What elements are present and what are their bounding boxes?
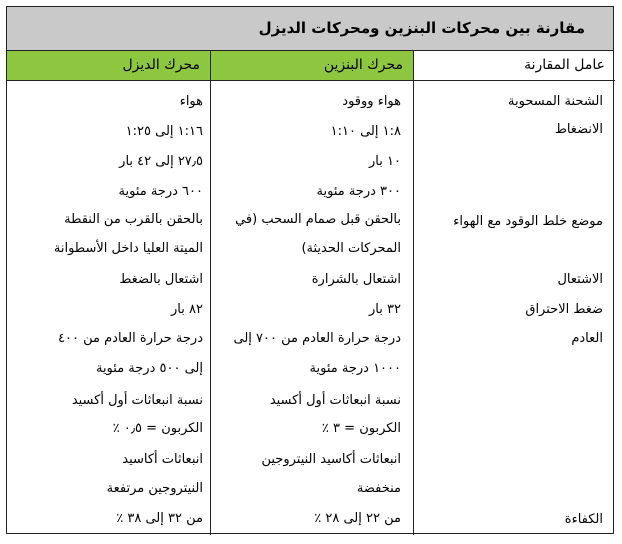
diesel-cell: النيتروجين مرتفعة	[106, 481, 203, 496]
petrol-cell: من ٢٢ إلى ٢٨ ٪	[314, 511, 401, 526]
comparison-table	[6, 6, 614, 534]
diesel-cell: هواء	[179, 94, 203, 109]
diesel-cell: درجة حرارة العادم من ٤٠٠	[58, 331, 203, 346]
petrol-cell: اشتعال بالشرارة	[311, 272, 401, 287]
factor-exhaust: العادم	[571, 331, 603, 346]
header-diesel	[7, 51, 210, 81]
header-factor	[413, 51, 615, 81]
petrol-cell: المحركات الحديثة)	[301, 241, 401, 256]
diesel-cell: ٦٠٠ درجة مئوية	[118, 184, 203, 199]
table-title-bar	[7, 7, 613, 51]
header-petrol-label: محرك البنزين	[323, 57, 403, 73]
diesel-cell: بالحقن بالقرب من النقطة	[64, 212, 203, 227]
diesel-cell: الميتة العليا داخل الأسطوانة	[53, 241, 203, 256]
petrol-cell: الكربون = ٣ ٪	[321, 421, 401, 436]
factor-compression: الانضغاط	[554, 122, 603, 137]
factor-ignition: الاشتعال	[557, 272, 603, 287]
diesel-cell: انبعاثات أكاسيد	[122, 452, 203, 467]
petrol-cell: بالحقن قبل صمام السحب (في	[235, 212, 401, 227]
column-divider	[210, 51, 211, 535]
factor-mixing: موضع خلط الوقود مع الهواء	[453, 214, 603, 229]
petrol-cell: نسبة انبعاثات أول أكسيد	[269, 393, 401, 408]
header-factor-label: عامل المقارنة	[524, 57, 605, 73]
diesel-cell: ٨٢ بار	[171, 302, 203, 317]
header-diesel-label: محرك الديزل	[122, 57, 200, 73]
diesel-cell: ١:١٦ إلى ١:٢٥	[125, 124, 203, 139]
diesel-cell: ٢٧٫٥ إلى ٤٢ بار	[119, 154, 203, 169]
petrol-cell: ٣٢ بار	[369, 302, 401, 317]
petrol-cell: هواء ووقود	[342, 94, 401, 109]
table-title: مقارنة بين محركات البنزين ومحركات الديزل	[258, 19, 585, 37]
factor-combustion-pressure: ضغط الاحتراق	[525, 302, 603, 317]
petrol-cell: ٣٠٠ درجة مئوية	[316, 184, 401, 199]
petrol-cell: انبعاثات أكاسيد النيتروجين	[261, 452, 401, 467]
diesel-cell: الكربون = ٠٫٥ ٪	[112, 421, 203, 436]
diesel-cell: نسبة انبعاثات أول أكسيد	[71, 393, 203, 408]
factor-intake: الشحنة المسحوبة	[508, 94, 603, 109]
header-petrol	[210, 51, 413, 81]
petrol-cell: درجة حرارة العادم من ٧٠٠ إلى	[233, 331, 401, 346]
petrol-cell: ١٠٠٠ درجة مئوية	[309, 361, 401, 376]
petrol-cell: منخفضة	[356, 481, 401, 496]
diesel-cell: اشتعال بالضغط	[119, 272, 203, 287]
column-divider	[413, 51, 414, 535]
diesel-cell: من ٣٢ إلى ٣٨ ٪	[116, 511, 203, 526]
factor-efficiency: الكفاءة	[564, 512, 603, 527]
petrol-cell: ١٠ بار	[369, 154, 401, 169]
diesel-cell: إلى ٥٠٠ درجة مئوية	[95, 361, 203, 376]
petrol-cell: ١:٨ إلى ١:١٠	[330, 124, 401, 139]
